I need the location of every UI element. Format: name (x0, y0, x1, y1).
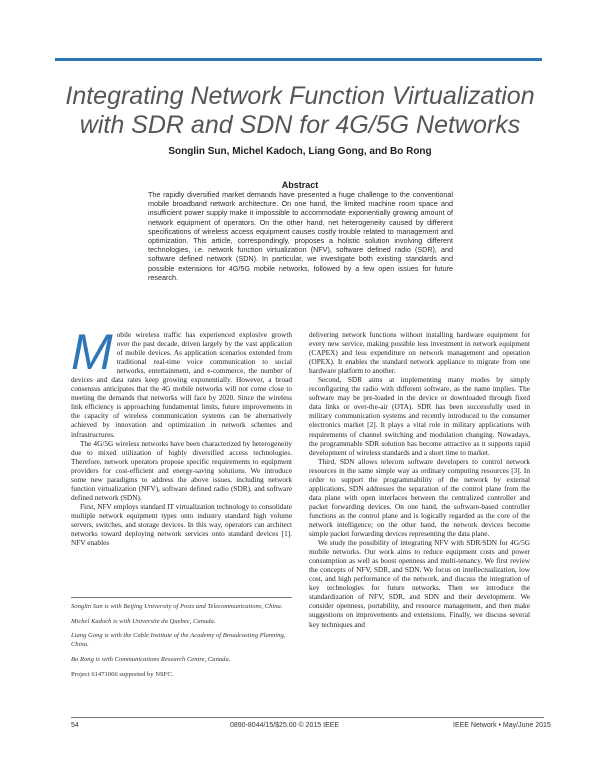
footnote-affiliation-3: Liang Gong is with the Cable Institute of the Academy of Broadcasting Planning, China. (71, 632, 286, 649)
footnote-affiliation-4: Bo Rong is with Communications Research Centre, Canada. (71, 655, 231, 663)
paragraph-heterogeneity: The 4G/5G wireless networks have been characterized by heterogeneity due to mixed utilization of highly diversified access technologies. Therefore, network operators propose specific requirements to equipment providers for cost-efficient and energy-saving solutions. We introduce some new paradigms to address the above issues, including network function virtualization (NFV), software defined radio (SDR), and software defined network (SDN). (71, 438, 292, 502)
copyright-line: 0890-8044/15/$25.00 © 2015 IEEE (230, 722, 340, 729)
footnote-affiliation-2: Michel Kadoch is with Universite du Quebec, Canada. (71, 617, 216, 625)
footnotes (71, 603, 292, 679)
footnote-affiliation-1: Songlin Sun is with Beijing University of Posts and Telecommunications, China. (71, 603, 283, 610)
title-line-1: Integrating Network Function Virtualization (65, 82, 535, 110)
journal-name: IEEE Network • May/June 2015 (453, 722, 551, 729)
paragraph-nfv-cont: delivering network functions without installing hardware equipment for every new service, making possible less investment in network equipment (CAPEX) and less expenditure on network management and operation (OPEX). It enables the standard network appliance to migrate from one hardware platform to another. (309, 330, 530, 376)
drop-cap: M (71, 324, 113, 380)
title-line-2: with SDR and SDN for 4G/5G Networks (79, 111, 521, 139)
paragraph-sdn: Third, SDN allows telecom software developers to control network resources in the same simple way as ordinary computing resources [3]. In order to support the programmability of the network by external applications, SDN addresses the separation of the control plane from the data plane with open interfaces between the centralized controller and packet forwarding devices. On one hand, the software-based controller functions as the control plane and is logically regarded as the core of the network intelligence; on the other hand, the network devices become simple packet forwarding devices representing the data plane. (309, 456, 530, 539)
authors: Songlin Sun, Michel Kadoch, Liang Gong, and Bo Rong (168, 146, 432, 157)
paragraph-intro: obile wireless traffic has experienced explosive growth over the past decade, driven largely by the vast application of mobile devices. As application scenarios extended from traditional real-time voice communication to social networks, entertainment, and e-commerce, the number of devices and data rates keep growing exponentially. However, a broad consensus anticipates that the 4G mobile networks will not come close to meeting the demands that networks will face by 2020. Since the wireless link efficiency is approaching fundamental limits, future improvements in the capacity of wireless communication systems can be alternatively achieved by innovation and optimization in network schemes and infrastructures. (71, 330, 292, 439)
footnote-funding: Project 61471066 supported by NSFC. (71, 670, 174, 678)
footer-rule (71, 717, 544, 718)
paragraph-nfv: First, NFV employs standard IT virtualization technology to consolidate multiple network equipment types onto industry standard high volume servers, switches, and storage devices. In this way, operators can architect networks toward deploying network services onto standard devices [1]. NFV enables (71, 501, 292, 548)
page-number: 54 (71, 722, 79, 729)
paragraph-sdr: Second, SDR aims at implementing many modes by simply reconfiguring the radio with different software, as the name implies. The software may be pre-loaded in the device or downloaded through fixed data links or over-the-air (OTA). SDR has been successfully used in military communication systems and recently introduced to the consumer electronics market [2]. It plays a vital role in military applications with requirements of channel switching and modulation changing. Nowadays, the programmable SDR solution has become attractive as it supports rapid development of wireless standards and a short time to market. (309, 375, 530, 457)
body-column-right (309, 330, 530, 629)
abstract-heading: Abstract (281, 180, 319, 190)
abstract-text: The rapidly diversified market demands have presented a huge challenge to the conventional mobile broadband network architecture. On one hand, the limited machine room space and insufficient power supply make it impossible to accommodate exponentially growing amount of network equipment of operators. On the other hand, net heterogeneity caused by different specifications of wireless access equipment causes costly trouble related to management and optimization. This article, correspondingly, proposes a holistic solution involving different technologies, i.e. network function virtualization (NFV), software defined radio (SDR), and software defined network (SDN). In particular, we investigate both existing standards and possible extensions for 4G/5G mobile networks, followed by a few open issues for future research. (148, 190, 453, 282)
article-title (40, 82, 560, 140)
body-column-left (71, 324, 292, 548)
paragraph-integration: We study the possibility of integrating NFV with SDR/SDN for 4G/5G mobile networks. Our work aims to reduce equipment costs and power consumption as well as boost openness and multi-tenancy. We first review the concepts of NFV, SDR, and SDN. We focus on intellectualization, low cost, and high performance of the network, and discuss the integration of key technologies for future networks. Then we introduce the standardization of NFV, SDR, and SDN and their development. We consider openness, portability, and resource management, and then make suggestions on improvements and extensions. Finally, we discuss several key techniques and (309, 538, 530, 629)
top-rule (55, 58, 542, 61)
footnote-rule (71, 597, 292, 598)
